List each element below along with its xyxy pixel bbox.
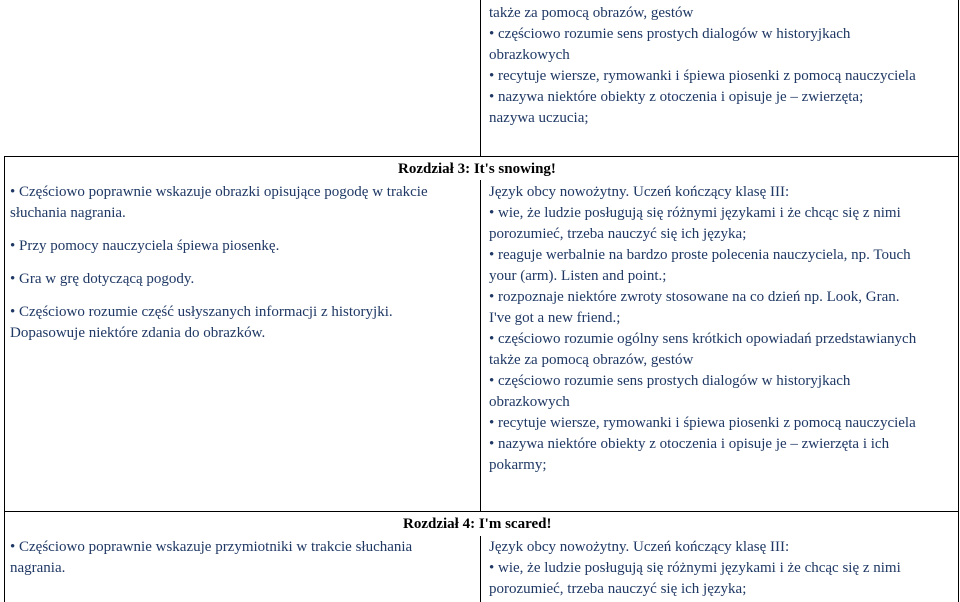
- curriculum-line: Język obcy nowożytny. Uczeń kończący klasę III:: [489, 184, 790, 200]
- top-block-line: obrazkowych: [489, 47, 570, 63]
- section4-right-column: [489, 537, 901, 600]
- list-item: • Gra w grę dotyczącą pogody.: [10, 271, 195, 287]
- curriculum-line: • rozpoznaje niektóre zwroty stosowane na co dzień np. Look, Gran.: [489, 289, 900, 305]
- list-item: słuchania nagrania.: [10, 205, 126, 221]
- top-block-line: także za pomocą obrazów, gestów: [489, 5, 694, 21]
- column-divider-section4: [480, 536, 481, 602]
- column-divider-top: [480, 0, 481, 156]
- row-divider-mid: [4, 511, 959, 512]
- column-divider-section3: [480, 180, 481, 511]
- top-block-line: • recytuje wiersze, rymowanki i śpiewa piosenki z pomocą nauczyciela: [489, 68, 916, 84]
- curriculum-line: porozumieć, trzeba nauczyć się ich języka;: [489, 226, 747, 242]
- curriculum-line: porozumieć, trzeba nauczyć się ich języka;: [489, 581, 747, 597]
- curriculum-line: • recytuje wiersze, rymowanki i śpiewa piosenki z pomocą nauczyciela: [489, 415, 916, 431]
- list-item: • Częściowo poprawnie wskazuje obrazki opisujące pogodę w trakcie: [10, 184, 428, 200]
- top-block-line: nazywa uczucia;: [489, 110, 589, 126]
- curriculum-line: • częściowo rozumie ogólny sens krótkich opowiadań przedstawianych: [489, 331, 917, 347]
- list-item: • Częściowo poprawnie wskazuje przymiotniki w trakcie słuchania: [10, 539, 413, 555]
- list-item: nagrania.: [10, 560, 66, 576]
- curriculum-line: your (arm). Listen and point.;: [489, 268, 667, 284]
- table-border-left-bottom: [4, 511, 5, 602]
- curriculum-line: I've got a new friend.;: [489, 310, 621, 326]
- top-block-line: • nazywa niektóre obiekty z otoczenia i opisuje je – zwierzęta;: [489, 89, 864, 105]
- section3-left-column: [10, 182, 428, 344]
- curriculum-line: Język obcy nowożytny. Uczeń kończący klasę III:: [489, 539, 790, 555]
- top-block: [489, 3, 916, 129]
- curriculum-line: • częściowo rozumie sens prostych dialogów w historyjkach: [489, 373, 851, 389]
- section4-title: Rozdział 4: I'm scared!: [403, 516, 552, 532]
- top-block-line: • częściowo rozumie sens prostych dialogów w historyjkach: [489, 26, 851, 42]
- table-border-left: [4, 156, 5, 511]
- curriculum-line: • nazywa niektóre obiekty z otoczenia i opisuje je – zwierzęta i ich: [489, 436, 890, 452]
- curriculum-line: • wie, że ludzie posługują się różnymi językami i że chcąc się z nimi: [489, 205, 901, 221]
- curriculum-line: także za pomocą obrazów, gestów: [489, 352, 694, 368]
- curriculum-line: obrazkowych: [489, 394, 570, 410]
- curriculum-line: • reaguje werbalnie na bardzo proste polecenia nauczyciela, np. Touch: [489, 247, 911, 263]
- row-divider-top: [4, 156, 959, 157]
- list-item: Dopasowuje niektóre zdania do obrazków.: [10, 325, 266, 341]
- section3-right-column: [489, 182, 916, 476]
- list-item: • Częściowo rozumie część usłyszanych informacji z historyjki.: [10, 304, 393, 320]
- list-item: • Przy pomocy nauczyciela śpiewa piosenkę.: [10, 238, 280, 254]
- curriculum-line: pokarmy;: [489, 457, 547, 473]
- section4-left-column: [10, 537, 412, 579]
- curriculum-line: • wie, że ludzie posługują się różnymi językami i że chcąc się z nimi: [489, 560, 901, 576]
- section3-title: Rozdział 3: It's snowing!: [398, 161, 556, 177]
